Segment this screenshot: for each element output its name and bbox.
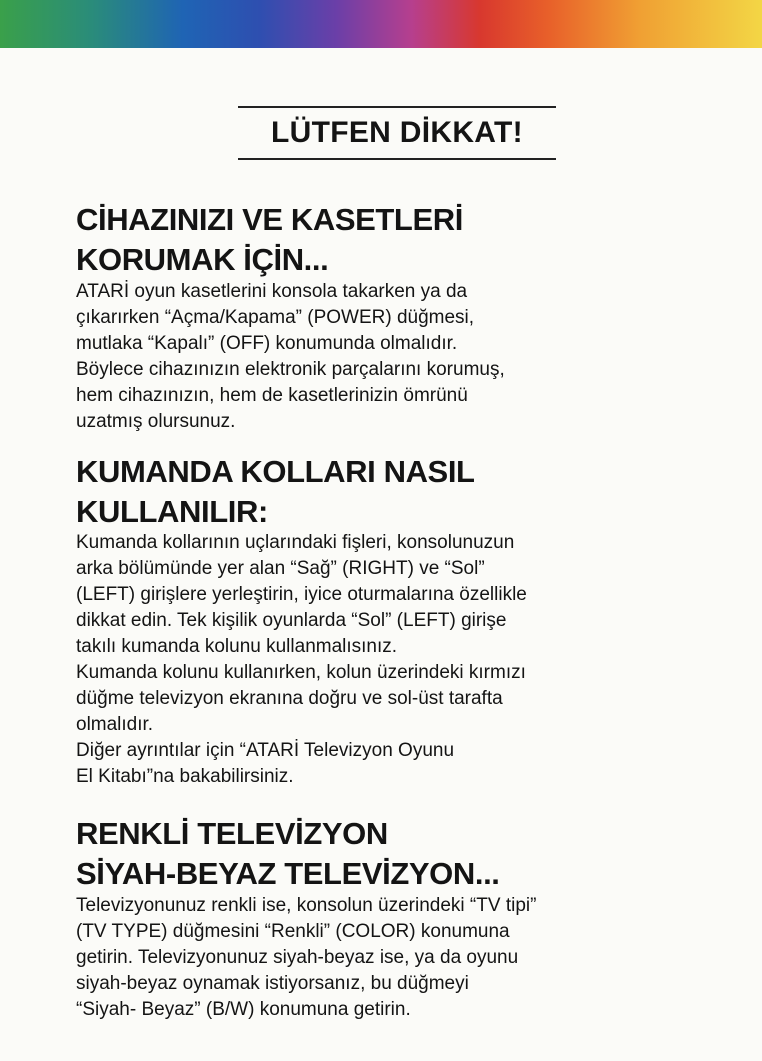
text-line: El Kitabı”na bakabilirsiniz. — [76, 766, 294, 787]
text-line: dikkat edin. Tek kişilik oyunlarda “Sol” (LEFT) girişe — [76, 610, 507, 631]
text-line: Diğer ayrıntılar için “ATARİ Televizyon Oyunu — [76, 740, 455, 761]
heading-line: KULLANILIR: — [76, 494, 268, 529]
text-line: (TV TYPE) düğmesini “Renkli” (COLOR) konumuna — [76, 921, 510, 942]
rainbow-banner — [0, 0, 762, 48]
section-text-joystick — [76, 530, 696, 790]
text-line: siyah-beyaz oynamak istiyorsanız, bu düğmeyi — [76, 973, 469, 994]
text-line: (LEFT) girişlere yerleştirin, iyice oturmalarına özellikle — [76, 584, 527, 605]
heading-line: CİHAZINIZI VE KASETLERİ — [76, 202, 463, 237]
text-line: düğme televizyon ekranına doğru ve sol-üst tarafta — [76, 688, 503, 709]
text-line: mutlaka “Kapalı” (OFF) konumunda olmalıdır. — [76, 333, 458, 354]
heading-line: KUMANDA KOLLARI NASIL — [76, 454, 475, 489]
text-line: Böylece cihazınızın elektronik parçalarını korumuş, — [76, 359, 505, 380]
heading-line: RENKLİ TELEVİZYON — [76, 816, 388, 851]
text-line: uzatmış olursunuz. — [76, 411, 236, 432]
section-text-protect — [76, 279, 696, 435]
heading-line: SİYAH-BEYAZ TELEVİZYON... — [76, 856, 500, 891]
text-line: takılı kumanda kolunu kullanmalısınız. — [76, 636, 398, 657]
section-heading-tv — [76, 814, 500, 894]
text-line: çıkarırken “Açma/Kapama” (POWER) düğmesi, — [76, 307, 475, 328]
section-text-tv — [76, 893, 696, 1023]
text-line: hem cihazınızın, hem de kasetlerinizin ömrünü — [76, 385, 468, 406]
section-heading-protect — [76, 200, 463, 280]
notice-title: LÜTFEN DİKKAT! — [238, 106, 556, 160]
text-line: “Siyah- Beyaz” (B/W) konumuna getirin. — [76, 999, 411, 1020]
text-line: Televizyonunuz renkli ise, konsolun üzerindeki “TV tipi” — [76, 895, 537, 916]
text-line: getirin. Televizyonunuz siyah-beyaz ise, ya da oyunu — [76, 947, 519, 968]
section-heading-joystick — [76, 452, 475, 532]
heading-line: KORUMAK İÇİN... — [76, 242, 329, 277]
text-line: Kumanda kollarının uçlarındaki fişleri, konsolunuzun — [76, 532, 515, 553]
text-line: olmalıdır. — [76, 714, 154, 735]
text-line: Kumanda kolunu kullanırken, kolun üzerindeki kırmızı — [76, 662, 526, 683]
text-line: arka bölümünde yer alan “Sağ” (RIGHT) ve “Sol” — [76, 558, 485, 579]
text-line: ATARİ oyun kasetlerini konsola takarken ya da — [76, 281, 468, 302]
